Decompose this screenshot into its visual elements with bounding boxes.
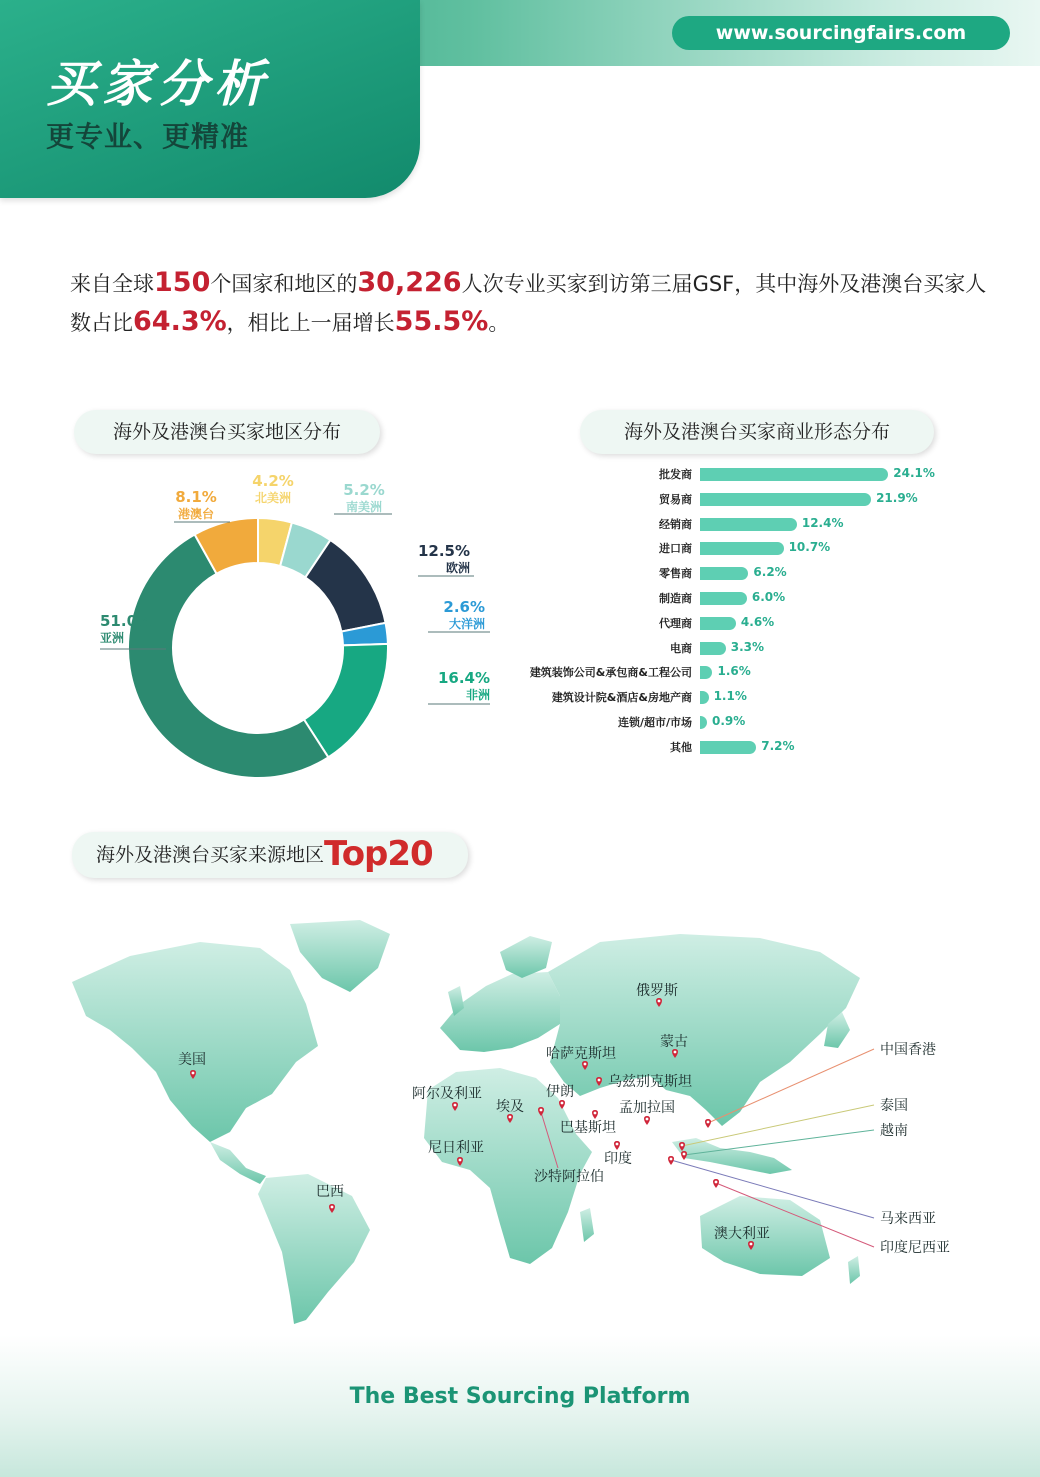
bar-fill bbox=[700, 691, 709, 704]
donut-value-label: 5.2% bbox=[343, 481, 385, 499]
map-pin-icon bbox=[644, 1116, 650, 1125]
bar-row bbox=[480, 735, 1000, 760]
bar-category-label: 建筑装饰公司&承包商&工程公司 bbox=[529, 666, 692, 680]
bar-row bbox=[480, 536, 1000, 561]
footer-slogan: The Best Sourcing Platform bbox=[349, 1384, 691, 1409]
donut-name-label: 亚洲 bbox=[100, 631, 125, 645]
region-donut-chart bbox=[100, 460, 490, 790]
bar-row bbox=[480, 487, 1000, 512]
donut-value-label: 2.6% bbox=[443, 598, 485, 616]
bar-value-label: 6.2% bbox=[753, 565, 787, 580]
world-map bbox=[60, 912, 980, 1332]
intro-number: 150 bbox=[154, 267, 211, 298]
bar-category-label: 批发商 bbox=[659, 468, 692, 481]
map-region-label: 印度 bbox=[604, 1151, 632, 1167]
donut-name-label: 港澳台 bbox=[177, 507, 215, 521]
map-region-label: 乌兹别克斯坦 bbox=[608, 1074, 692, 1090]
map-region-label: 沙特阿拉伯 bbox=[534, 1169, 604, 1185]
donut-name-label: 北美洲 bbox=[254, 491, 292, 505]
bar-fill bbox=[700, 518, 797, 531]
bar-fill bbox=[700, 716, 707, 729]
donut-name-label: 欧洲 bbox=[445, 561, 470, 575]
donut-name-label: 非洲 bbox=[465, 688, 490, 702]
donut-name-label: 大洋洲 bbox=[448, 617, 485, 631]
bar-category-label: 制造商 bbox=[659, 592, 692, 605]
bar-value-label: 21.9% bbox=[876, 490, 918, 505]
bar-fill bbox=[700, 642, 726, 655]
business-chart-title: 海外及港澳台买家商业形态分布 bbox=[580, 410, 934, 454]
page-subtitle: 更专业、更精准 bbox=[46, 120, 250, 153]
intro-number: 64.3% bbox=[133, 306, 227, 337]
bar-category-label: 连锁/超市/市场 bbox=[617, 716, 692, 729]
map-region-label: 中国香港 bbox=[880, 1042, 936, 1058]
bar-fill bbox=[700, 542, 784, 555]
donut-value-label: 8.1% bbox=[175, 488, 217, 506]
map-region-label: 越南 bbox=[880, 1123, 908, 1139]
page-title: 买家分析 bbox=[46, 55, 270, 113]
bar-category-label: 电商 bbox=[670, 641, 692, 655]
bar-value-label: 10.7% bbox=[788, 540, 831, 555]
bar-value-label: 4.6% bbox=[740, 614, 775, 629]
intro-text: 来自全球 bbox=[70, 272, 154, 296]
bar-row bbox=[480, 561, 1000, 586]
map-pin-icon bbox=[614, 1141, 620, 1150]
bar-fill bbox=[700, 592, 747, 605]
asia-shape bbox=[548, 934, 860, 1126]
bar-category-label: 建筑设计院&酒店&房地产商 bbox=[551, 691, 692, 705]
bar-category-label: 贸易商 bbox=[659, 492, 692, 506]
bar-fill bbox=[700, 741, 756, 754]
bar-category-label: 代理商 bbox=[659, 616, 692, 630]
intro-text: 。 bbox=[488, 311, 510, 335]
intro-text: 个国家和地区的 bbox=[210, 272, 358, 296]
map-region-label: 哈萨克斯坦 bbox=[546, 1046, 616, 1062]
bar-row bbox=[480, 586, 1000, 611]
bar-row bbox=[480, 512, 1000, 537]
map-region-label: 孟加拉国 bbox=[619, 1100, 675, 1116]
greenland-shape bbox=[290, 920, 390, 992]
map-pin-icon bbox=[713, 1179, 719, 1188]
bar-value-label: 12.4% bbox=[801, 515, 844, 530]
scandinavia-shape bbox=[500, 936, 552, 978]
intro-text: ，相比上一届增长 bbox=[226, 311, 395, 335]
madagascar-shape bbox=[580, 1208, 594, 1242]
bar-fill bbox=[700, 666, 712, 679]
bar-value-label: 0.9% bbox=[712, 714, 746, 728]
bar-row bbox=[480, 611, 1000, 636]
bar-value-label: 3.3% bbox=[730, 639, 765, 654]
map-region-label: 巴基斯坦 bbox=[560, 1120, 616, 1136]
bar-row bbox=[480, 710, 1000, 735]
bar-fill bbox=[700, 617, 736, 630]
region-chart-title: 海外及港澳台买家地区分布 bbox=[74, 410, 380, 454]
bar-row bbox=[480, 636, 1000, 661]
top20-title-text: 海外及港澳台买家来源地区 bbox=[96, 844, 325, 866]
bar-fill bbox=[700, 567, 748, 580]
central-america-shape bbox=[210, 1142, 266, 1184]
map-region-label: 阿尔及利亚 bbox=[412, 1086, 482, 1102]
continents bbox=[72, 920, 860, 1324]
business-bar-chart bbox=[480, 462, 1000, 762]
new-zealand-shape bbox=[848, 1256, 860, 1284]
bar-value-label: 7.2% bbox=[761, 738, 795, 753]
map-region-label: 美国 bbox=[178, 1052, 206, 1068]
bar-fill bbox=[700, 493, 871, 506]
map-pin-icon bbox=[681, 1151, 687, 1160]
bar-fill bbox=[700, 468, 888, 481]
bar-category-label: 其他 bbox=[670, 740, 692, 754]
bar-category-label: 进口商 bbox=[659, 542, 692, 556]
bar-value-label: 1.1% bbox=[713, 689, 747, 704]
donut-value-label: 12.5% bbox=[417, 542, 470, 560]
donut-value-label: 51.0% bbox=[100, 612, 153, 630]
website-link[interactable]: www.sourcingfairs.com bbox=[672, 16, 1010, 50]
donut-name-label: 南美洲 bbox=[345, 500, 383, 514]
donut-value-label: 16.4% bbox=[437, 669, 490, 687]
map-region-label: 巴西 bbox=[316, 1184, 344, 1200]
south-america-shape bbox=[258, 1174, 370, 1324]
intro-text: 人次专业买家到访第三届GSF，其中海外及港澳台买家人数占比 bbox=[70, 272, 987, 335]
map-region-label: 尼日利亚 bbox=[428, 1140, 484, 1156]
bar-row bbox=[480, 660, 1000, 685]
map-region-label: 印度尼西亚 bbox=[880, 1240, 950, 1256]
bar-row bbox=[480, 685, 1000, 710]
map-pin-icon bbox=[592, 1110, 598, 1119]
intro-paragraph bbox=[70, 264, 1000, 342]
bar-row bbox=[480, 462, 1000, 487]
top20-title bbox=[72, 832, 468, 878]
map-region-label: 澳大利亚 bbox=[714, 1226, 770, 1242]
bar-value-label: 24.1% bbox=[893, 466, 935, 480]
map-region-label: 泰国 bbox=[880, 1098, 908, 1114]
bar-value-label: 1.6% bbox=[717, 664, 751, 679]
map-region-label: 蒙古 bbox=[660, 1034, 688, 1050]
map-pin-icon bbox=[668, 1156, 674, 1165]
map-region-label: 伊朗 bbox=[546, 1084, 574, 1100]
intro-number: 55.5% bbox=[394, 306, 489, 337]
top20-title-badge: Top20 bbox=[324, 834, 433, 874]
donut-value-label: 4.2% bbox=[252, 472, 294, 490]
bar-value-label: 6.0% bbox=[751, 590, 786, 604]
map-region-label: 俄罗斯 bbox=[636, 983, 678, 999]
intro-number: 30,226 bbox=[357, 267, 462, 298]
north-america-shape bbox=[72, 942, 318, 1142]
map-callout-line bbox=[684, 1130, 874, 1155]
bar-category-label: 经销商 bbox=[659, 517, 692, 531]
map-region-label: 马来西亚 bbox=[880, 1211, 936, 1227]
map-pin-icon bbox=[705, 1119, 711, 1128]
map-region-label: 埃及 bbox=[496, 1099, 524, 1115]
bar-category-label: 零售商 bbox=[659, 567, 692, 581]
